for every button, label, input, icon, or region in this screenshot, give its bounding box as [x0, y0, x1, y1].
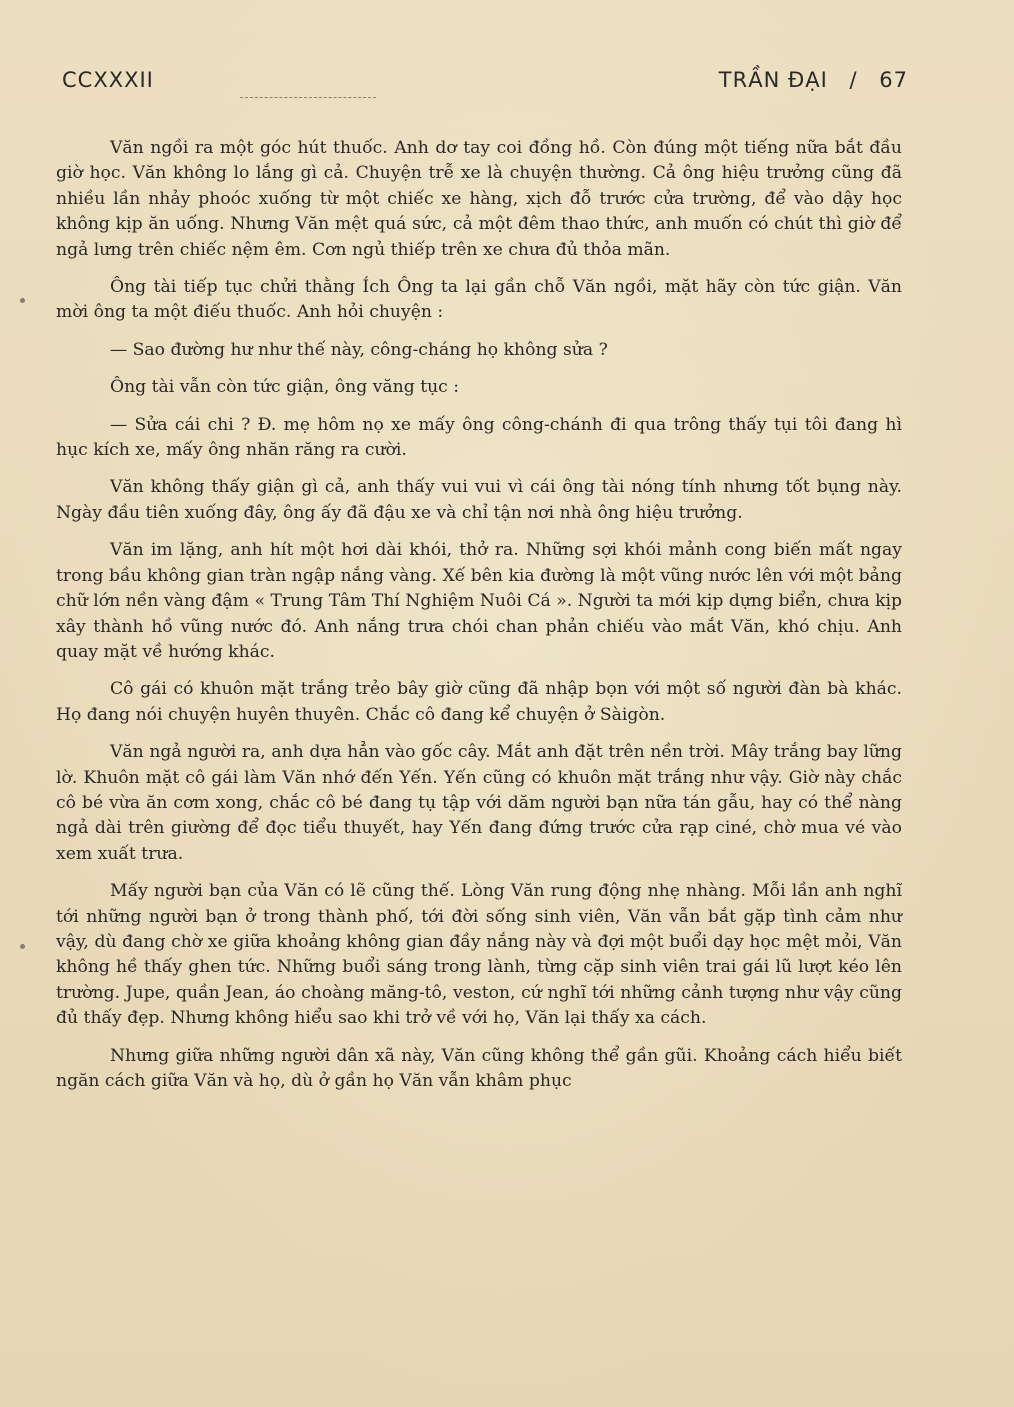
body-text — [56, 136, 902, 1106]
paragraph: Văn không thấy giận gì cả, anh thấy vui vui vì cái ông tài nóng tính nhưng tốt bụng này. Ngày đầu tiên xuống đây, ông ấy đã đậu xe và chỉ tận nơi nhà ông hiệu trưởng. — [56, 477, 902, 523]
paper-speck — [20, 944, 25, 949]
paragraph: — Sao đường hư như thế này, công-cháng họ không sửa ? — [110, 339, 608, 360]
section-number: CCXXXII — [62, 68, 154, 92]
paper-speck — [20, 298, 25, 303]
header-rule — [240, 97, 376, 98]
page-number: 67 — [879, 68, 908, 92]
paragraph: Ông tài vẫn còn tức giận, ông văng tục : — [110, 377, 460, 398]
author-and-page — [705, 68, 908, 92]
paragraph: Văn ngả người ra, anh dựa hẳn vào gốc cây. Mắt anh đặt trên nền trời. Mây trắng bay lững lờ. Khuôn mặt cô gái làm Văn nhớ đến Yến. Yến cũng có khuôn mặt trắng như vậy. Giờ này chắc cô bé vừa ăn cơm xong, chắc cô bé đang tụ tập với dăm người bạn nữa tán gẫu, hay có thể nàng ngả dài trên giường để đọc tiểu thuyết, hay Yến đang đứng trước cửa rạp ciné, chờ mua vé vào xem xuất trưa. — [56, 742, 902, 864]
paragraph: Mấy người bạn của Văn có lẽ cũng thế. Lòng Văn rung động nhẹ nhàng. Mỗi lần anh nghĩ tới những người bạn ở trong thành phố, tới đời sống sinh viên, Văn vẫn bắt gặp tình cảm như vậy, dù đang chờ xe giữa khoảng không gian đầy nắng này và đợi một buổi dạy học mệt mỏi, Văn không hề thấy ghen tức. Những buổi sáng trong lành, từng cặp sinh viên trai gái lũ lượt kéo lên trường. Jupe, quần Jean, áo choàng măng-tô, veston, cứ nghĩ tới những cảnh tượng như vậy cũng đủ thấy đẹp. Nhưng không hiểu sao khi trở về với họ, Văn lại thấy xa cách. — [56, 881, 902, 1029]
author-name: TRẦN ĐẠI — [718, 68, 828, 92]
paragraph: Cô gái có khuôn mặt trắng trẻo bây giờ cũng đã nhập bọn với một số người đàn bà khác. Họ đang nói chuyện huyên thuyên. Chắc cô đang kể chuyện ở Sàigòn. — [56, 679, 902, 725]
paragraph: Nhưng giữa những người dân xã này, Văn cũng không thể gần gũi. Khoảng cách hiểu biết ngăn cách giữa Văn và họ, dù ở gần họ Văn vẫn khâm phục — [56, 1045, 902, 1091]
running-header — [62, 68, 908, 108]
paragraph: Văn im lặng, anh hít một hơi dài khói, thở ra. Những sợi khói mảnh cong biến mất ngay trong bầu không gian tràn ngập nắng vàng. Xế bên kia đường là một vũng nước lên với một bảng chữ lớn nền vàng đậm « Trung Tâm Thí Nghiệm Nuôi Cá ». Người ta mới kịp dựng biển, chưa kịp xây thành hồ vũng nước đó. Anh nắng trưa chói chan phản chiếu vào mắt Văn, khó chịu. Anh quay mặt về hướng khác. — [56, 540, 902, 662]
paragraph: Văn ngồi ra một góc hút thuốc. Anh dơ tay coi đồng hồ. Còn đúng một tiếng nữa bắt đầu giờ học. Văn không lo lắng gì cả. Chuyện trễ xe là chuyện thường. Cả ông hiệu trưởng cũng đã nhiều lần nhảy phoóc xuống từ một chiếc xe hàng, xịch đỗ trước cửa trường, để vào dậy học không kịp ăn uống. Nhưng Văn mệt quá sức, cả một đêm thao thức, anh muốn có chút thì giờ để ngả lưng trên chiếc nệm êm. Cơn ngủ thiếp trên xe chưa đủ thỏa mãn. — [56, 138, 902, 260]
paragraph: — Sửa cái chi ? Đ. mẹ hôm nọ xe mấy ông công-chánh đi qua trông thấy tụi tôi đang hì hục kích xe, mấy ông nhăn răng ra cười. — [56, 414, 902, 461]
paragraph: Ông tài tiếp tục chửi thằng Ích Ông ta lại gần chỗ Văn ngồi, mặt hãy còn tức giận. Văn mời ông ta một điếu thuốc. Anh hỏi chuyện : — [56, 277, 902, 323]
header-separator: / — [849, 68, 858, 92]
